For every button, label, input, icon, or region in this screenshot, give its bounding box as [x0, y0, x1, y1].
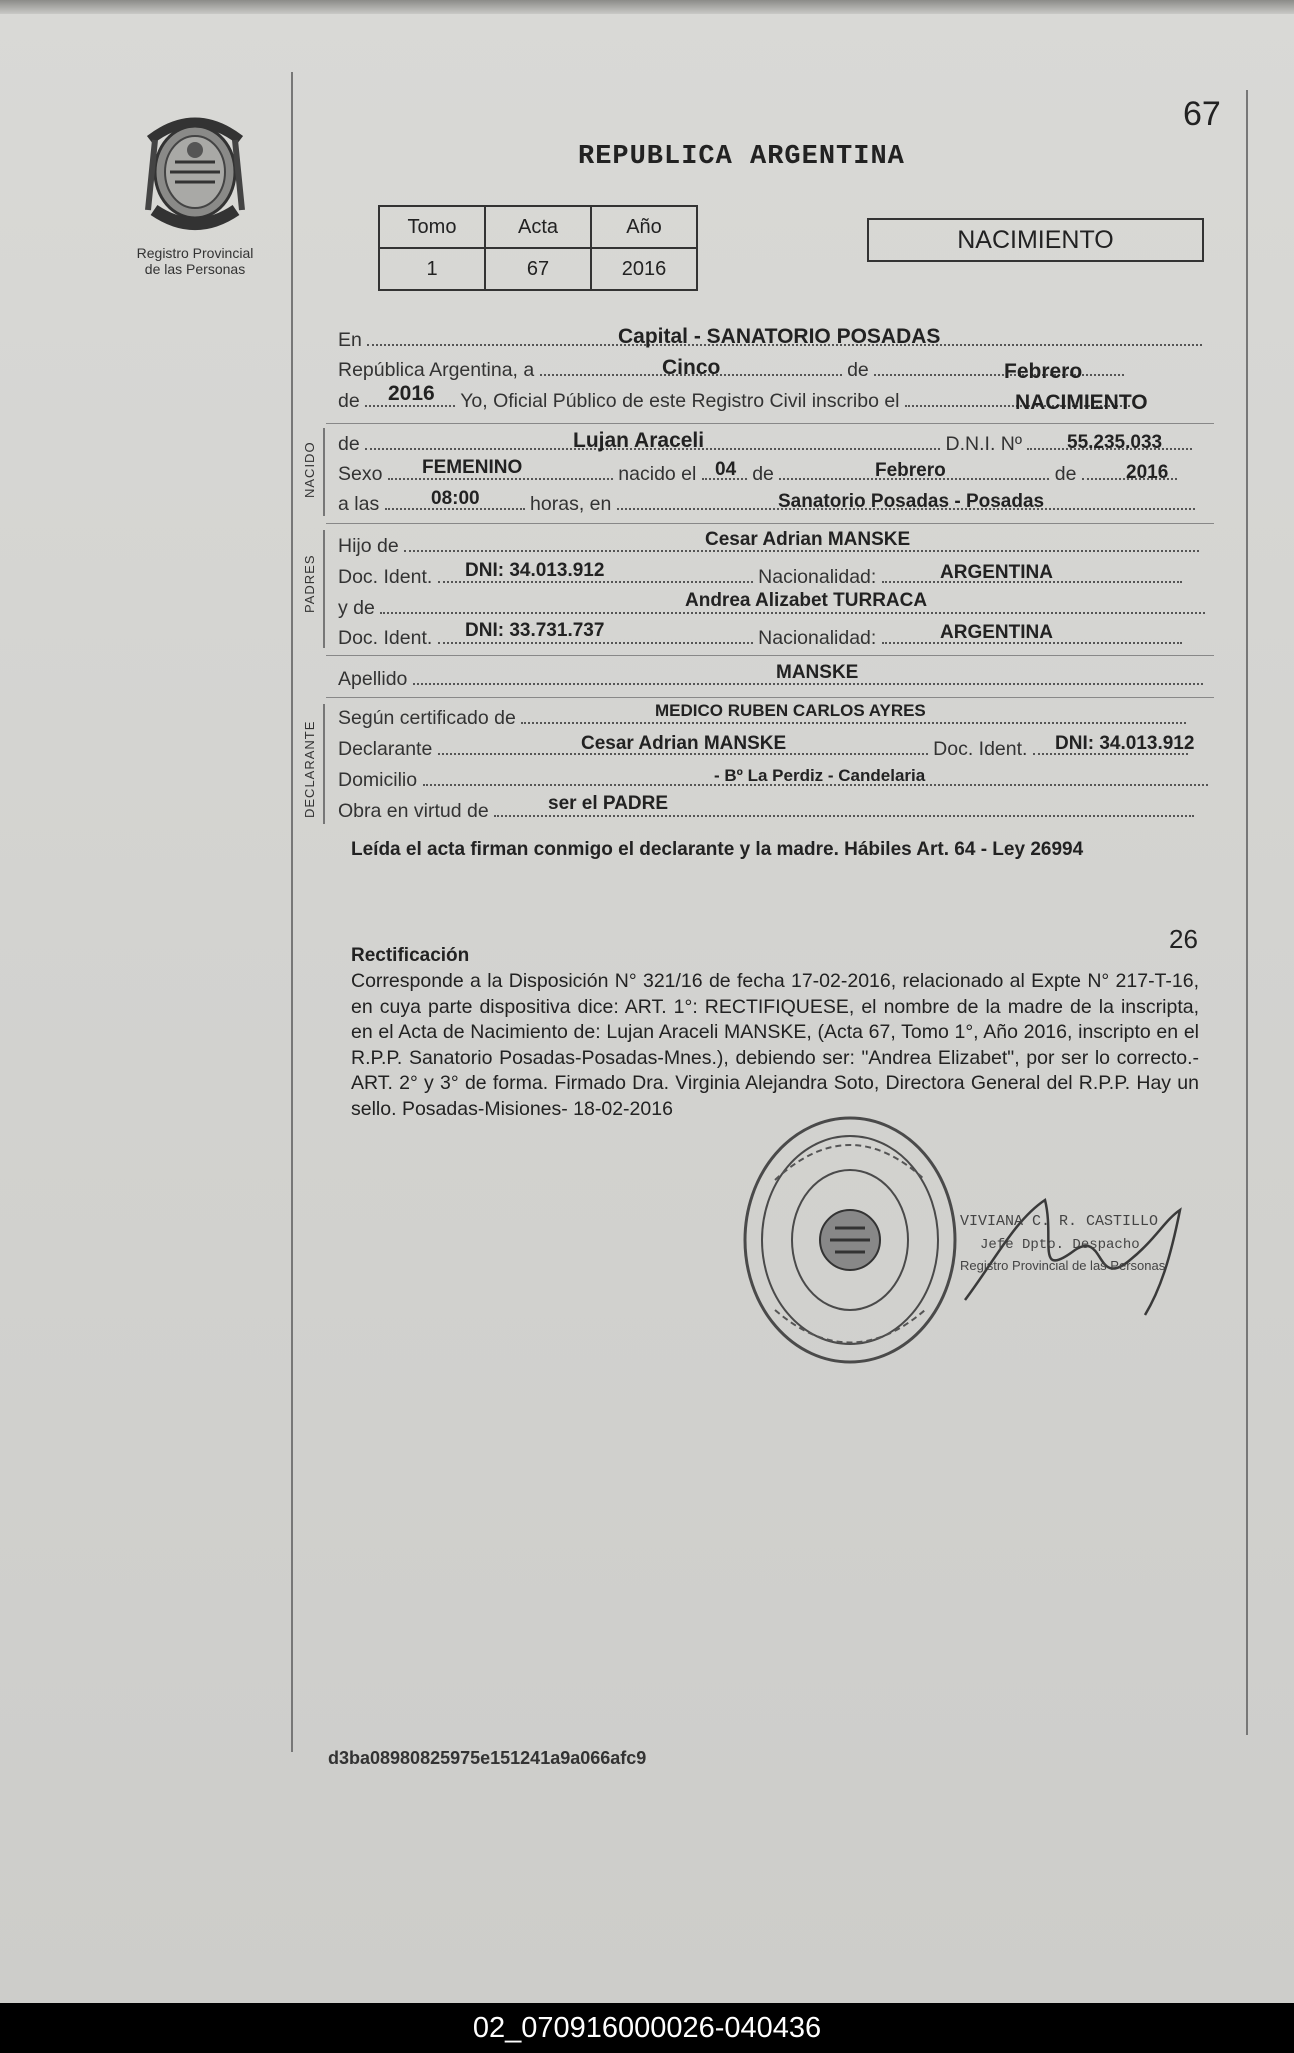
right-margin-line: [1246, 90, 1248, 1735]
top-shadow: [0, 0, 1294, 14]
label-de-n3: de: [1054, 463, 1077, 485]
label-de-2: de: [338, 390, 360, 412]
value-nacido-day: 04: [715, 459, 737, 480]
label-certificado: Según certificado de: [338, 707, 516, 729]
label-hijo-de: Hijo de: [338, 535, 399, 557]
label-doc-father: Doc. Ident.: [338, 566, 433, 588]
value-mother: Andrea Alizabet TURRACA: [685, 590, 928, 611]
separator-4: [326, 697, 1214, 698]
value-father-doc: DNI: 34.013.912: [465, 560, 605, 581]
label-nacido-el: nacido el: [618, 463, 697, 485]
value-nacido-year: 2016: [1126, 462, 1169, 483]
left-margin-line: [291, 72, 293, 1752]
value-nacido-dni: 55.235.033: [1067, 432, 1163, 453]
label-a-las: a las: [338, 493, 380, 515]
value-month: Febrero: [1004, 360, 1083, 383]
side-label-nacido: NACIDO: [302, 441, 317, 498]
value-nacido-place: Sanatorio Posadas - Posadas: [778, 491, 1045, 512]
side-label-padres: PADRES: [302, 554, 317, 613]
registro-text: Yo, Oficial Público de este Registro Civil inscribo el: [460, 390, 900, 412]
row-obra: [338, 797, 1213, 823]
padres-bracket: [323, 530, 325, 648]
document-hash: d3ba08980825975e151241a9a066afc9: [328, 1748, 647, 1768]
value-act-word: NACIMIENTO: [1015, 391, 1148, 414]
value-domicilio: - Bº La Perdiz - Candelaria: [714, 766, 926, 785]
label-doc-mother: Doc. Ident.: [338, 627, 433, 649]
ref-value-tomo: 1: [379, 248, 485, 290]
value-nacido-name: Lujan Araceli: [573, 429, 705, 452]
value-time: 08:00: [431, 488, 480, 509]
label-declarante: Declarante: [338, 738, 433, 760]
signature-block: [955, 1180, 1195, 1325]
closing-note: Leída el acta firman conmigo el declarante y la madre. Hábiles Art. 64 - Ley 26994: [351, 839, 1084, 860]
rectification-number: 26: [1169, 924, 1198, 954]
value-certificado: MEDICO RUBEN CARLOS AYRES: [655, 701, 926, 720]
page-number: 67: [1183, 95, 1221, 133]
act-type-box: NACIMIENTO: [867, 218, 1204, 262]
label-horas-en: horas, en: [530, 493, 612, 515]
value-declarante: Cesar Adrian MANSKE: [581, 733, 787, 754]
value-declarante-doc: DNI: 34.013.912: [1055, 733, 1195, 754]
label-apellido: Apellido: [338, 668, 408, 690]
separator-3: [326, 655, 1214, 656]
svg-text:VIVIANA C. R. CASTILLO: VIVIANA C. R. CASTILLO: [960, 1213, 1159, 1230]
label-nac-father: Nacionalidad:: [758, 566, 877, 588]
document-title: REPUBLICA ARGENTINA: [578, 142, 905, 172]
value-day-word: Cinco: [662, 356, 721, 379]
ref-header-acta: Acta: [485, 206, 591, 248]
value-nacido-month: Febrero: [875, 460, 946, 481]
label-domicilio: Domicilio: [338, 769, 418, 791]
label-nac-mother: Nacionalidad:: [758, 627, 877, 649]
separator-2: [326, 523, 1214, 524]
ref-header-tomo: Tomo: [379, 206, 485, 248]
svg-text:Jefe Dpto. Despacho: Jefe Dpto. Despacho: [980, 1237, 1140, 1253]
handwritten-signature-icon: [955, 1180, 1195, 1320]
seal-icon: [735, 1110, 965, 1370]
value-obra: ser el PADRE: [548, 793, 669, 814]
label-obra: Obra en virtud de: [338, 800, 489, 822]
value-mother-nat: ARGENTINA: [940, 622, 1053, 643]
registry-logo: [120, 110, 270, 277]
label-republica: República Argentina, a: [338, 359, 535, 381]
logo-caption-line-1: Registro Provincial: [136, 245, 254, 261]
nacido-bracket: [323, 428, 325, 516]
label-en: En: [338, 329, 362, 351]
logo-caption-line-2: de las Personas: [144, 261, 246, 277]
coat-of-arms-icon: [140, 110, 250, 240]
label-de: de: [847, 359, 869, 381]
value-sexo: FEMENINO: [422, 457, 523, 478]
label-sexo: Sexo: [338, 463, 383, 485]
rectification-body: Corresponde a la Disposición N° 321/16 de fecha 17-02-2016, relacionado al Expte N° 217-T-16, en cuya parte dispositiva dice: ART. 1°: RECTIFIQUESE, el nombre de la madre de la inscripta, en el Acta de Nacimiento de: Lujan Araceli MANSKE, (Acta 67, Tomo 1°, Año 2016, inscripto en el R.P.P. Sanatorio Posadas-Posadas-Mnes.), debiendo ser: "Andrea Elizabet", por ser lo correcto.- ART. 2° y 3° de forma. Firmado Dra. Virginia Alejandra Soto, Directora General del R.P.P. Hay un sello. Posadas-Misiones- 18-02-2016: [351, 970, 1199, 1120]
value-place: Capital - SANATORIO POSADAS: [618, 325, 941, 348]
official-stamp: [735, 1110, 965, 1375]
ref-header-ano: Año: [591, 206, 697, 248]
separator-1: [326, 423, 1214, 424]
label-de-n2: de: [752, 463, 774, 485]
side-label-declarante: DECLARANTE: [302, 720, 317, 818]
reference-table: [378, 205, 698, 291]
value-mother-doc: DNI: 33.731.737: [465, 620, 605, 641]
value-apellido: MANSKE: [776, 662, 859, 683]
ref-value-ano: 2016: [591, 248, 697, 290]
svg-text:Registro Provincial de las Per: Registro Provincial de las Personas: [960, 1258, 1166, 1273]
label-doc-declarante: Doc. Ident.: [933, 738, 1028, 760]
label-de-nacido: de: [338, 433, 360, 455]
value-year: 2016: [388, 382, 435, 405]
label-y-de: y de: [338, 597, 375, 619]
value-father-nat: ARGENTINA: [940, 562, 1053, 583]
label-dni: D.N.I. Nº: [945, 433, 1023, 455]
footer-id-bar: 02_070916000026-040436: [0, 2003, 1294, 2053]
rectification-title: Rectificación: [351, 945, 470, 966]
value-father: Cesar Adrian MANSKE: [705, 529, 911, 550]
declarante-bracket: [323, 704, 325, 824]
ref-value-acta: 67: [485, 248, 591, 290]
